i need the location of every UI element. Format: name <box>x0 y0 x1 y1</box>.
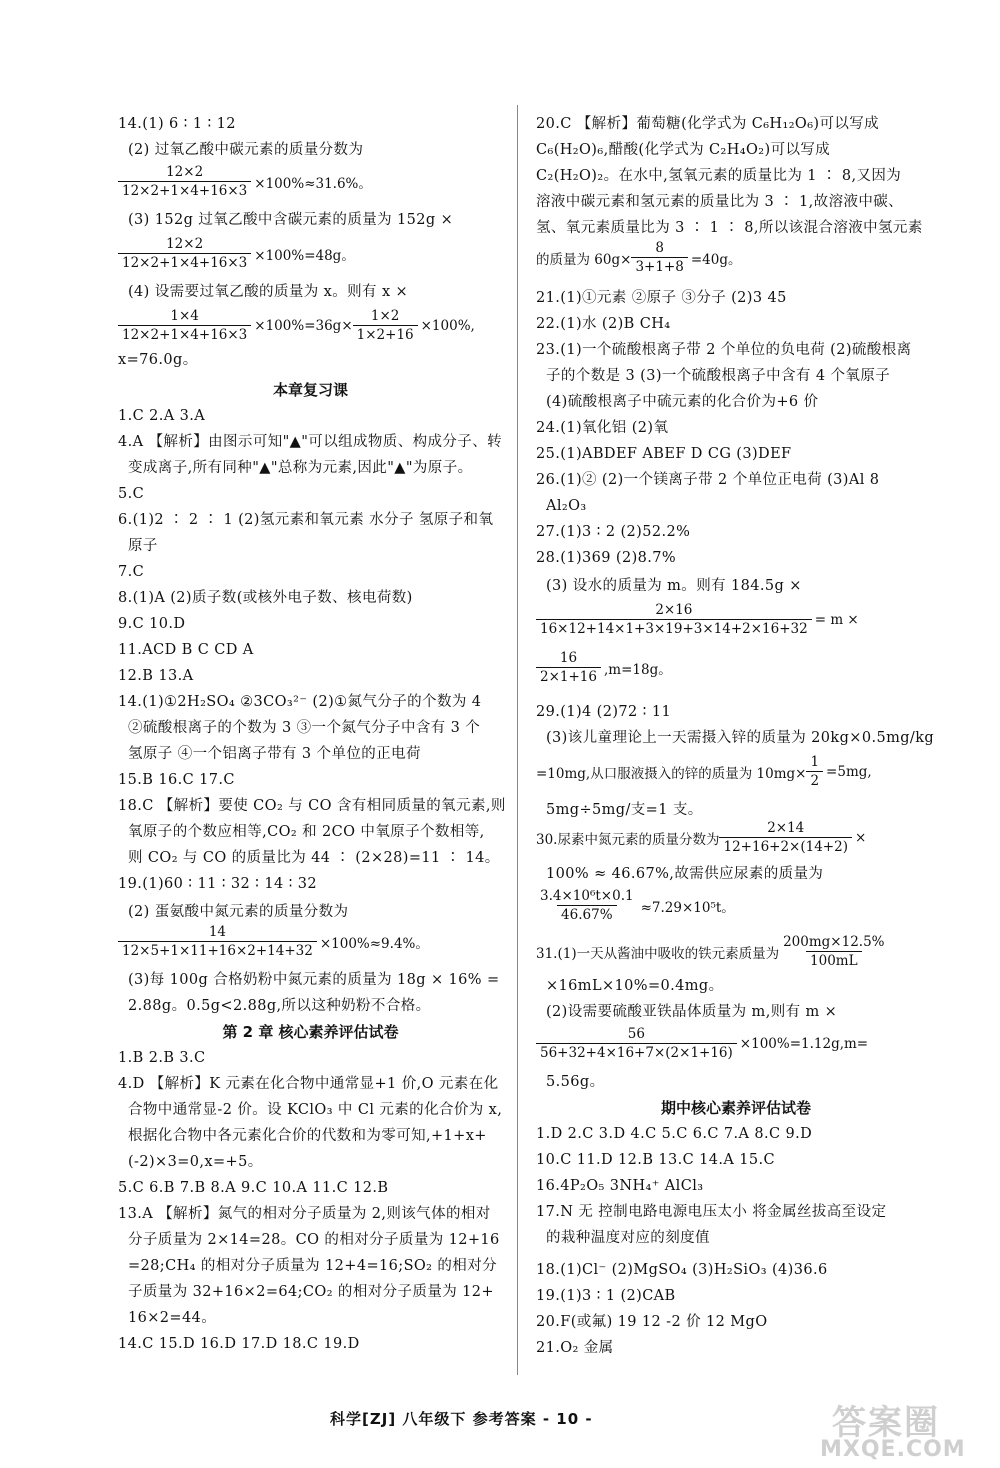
answer-line: x=76.0g。 <box>118 352 198 368</box>
answer-line: 1.D 2.C 3.D 4.C 5.C 6.C 7.A 8.C 9.D <box>536 1126 813 1142</box>
section-heading: 第 2 章 核心素养评估试卷 <box>222 1023 399 1041</box>
numerator: 1 <box>810 754 820 770</box>
column-divider <box>517 105 518 1375</box>
answer-line: 氢、氧元素质量比为 3 ∶ 1 ∶ 8,所以该混合溶液中氢元素 <box>536 220 923 236</box>
expression-tail: ×100%≈31.6%。 <box>254 175 372 192</box>
answer-line: 5mg÷5mg/支=1 支。 <box>546 802 703 818</box>
answer-line: 18.C 【解析】要使 CO₂ 与 CO 含有相同质量的氧元素,则 <box>118 798 506 814</box>
answer-line: 5.56g。 <box>546 1074 605 1090</box>
answer-line: 16.4P₂O₅ 3NH₄⁺ AlCl₃ <box>536 1178 704 1194</box>
answer-line: 25.(1)ABDEF ABEF D CG (3)DEF <box>536 446 792 462</box>
fraction-expression <box>536 934 892 969</box>
expression-tail: ,m=18g。 <box>603 661 672 678</box>
denominator: 2×1+16 <box>536 667 601 685</box>
numerator: 12×2 <box>166 236 204 252</box>
fraction-expression <box>118 236 355 271</box>
fraction-expression <box>118 164 372 199</box>
expression-tail: =5mg, <box>826 763 872 780</box>
answer-line: 8.(1)A (2)质子数(或核外电子数、核电荷数) <box>118 590 413 606</box>
answer-line: 11.ACD B C CD A <box>118 642 254 658</box>
answer-line: 12.B 13.A <box>118 668 194 684</box>
answer-line: 6.(1)2 ∶ 2 ∶ 1 (2)氢元素和氧元素 水分子 氢原子和氧 <box>118 512 494 528</box>
answer-line: 26.(1)② (2)一个镁离子带 2 个单位正电荷 (3)Al 8 <box>536 472 880 488</box>
answer-line: (4)硫酸根离子中硫元素的化合价为+6 价 <box>546 394 819 410</box>
answer-line: (3)每 100g 合格奶粉中氮元素的质量为 18g × 16% = <box>128 972 500 988</box>
answer-line: 21.(1)①元素 ②原子 ③分子 (2)3 45 <box>536 290 787 306</box>
answer-line: =28;CH₄ 的相对分子质量为 12+4=16;SO₂ 的相对分 <box>128 1258 498 1274</box>
section-heading: 期中核心素养评估试卷 <box>660 1099 811 1117</box>
watermark-text: 答案圈 <box>832 1403 940 1443</box>
expression-prefix: =10mg,从口服液摄入的锌的质量为 10mg× <box>536 765 807 782</box>
expression-tail: ≈7.29×10⁵t。 <box>640 899 735 916</box>
fraction-expression <box>536 888 735 923</box>
expression-tail: × <box>854 829 867 846</box>
answer-line: 14.C 15.D 16.D 17.D 18.C 19.D <box>118 1336 360 1352</box>
answer-line: (3) 设水的质量为 m。则有 184.5g × <box>546 578 802 594</box>
answer-line: 7.C <box>118 564 145 580</box>
section-heading: 本章复习课 <box>272 381 348 399</box>
answer-line: ×16mL×10%=0.4mg。 <box>546 978 724 994</box>
answer-line: 分子质量为 2×14=28。CO 的相对分子质量为 12+16 <box>128 1232 500 1248</box>
answer-line: C₆(H₂O)₆,醋酸(化学式为 C₂H₄O₂)可以写成 <box>536 142 831 158</box>
expression-tail: ×100%, <box>420 317 475 334</box>
fraction-expression <box>536 1026 868 1061</box>
fraction-expression <box>536 820 866 855</box>
answer-line: 19.(1)3 ∶ 1 (2)CAB <box>536 1288 676 1304</box>
numerator: 8 <box>655 240 664 256</box>
watermark-logo <box>820 1395 995 1465</box>
answer-line: 23.(1)一个硫酸根离子带 2 个单位的负电荷 (2)硫酸根离 <box>536 342 912 358</box>
numerator: 2×14 <box>767 820 805 836</box>
answer-line: (2)设需要硫酸亚铁晶体质量为 m,则有 m × <box>546 1004 838 1020</box>
denominator: 12×5+1×11+16×2+14+32 <box>118 941 317 959</box>
answer-line: 27.(1)3 ∶ 2 (2)52.2% <box>536 524 691 540</box>
answer-line: 4.D 【解析】K 元素在化合物中通常显+1 价,O 元素在化 <box>118 1076 499 1092</box>
answer-line: 15.B 16.C 17.C <box>118 772 235 788</box>
answer-line: 100% ≈ 46.67%,故需供应尿素的质量为 <box>546 866 824 882</box>
numerator: 16 <box>559 650 578 666</box>
answer-line: 21.O₂ 金属 <box>536 1340 614 1356</box>
fraction-expression <box>536 602 859 637</box>
answer-line: 16×2=44。 <box>128 1310 217 1326</box>
answer-line: 5.C <box>118 486 145 502</box>
fraction-expression <box>536 240 741 275</box>
answer-line: 子的个数是 3 (3)一个硫酸根离子中含有 4 个氧原子 <box>546 368 891 384</box>
answer-line: ②硫酸根离子的个数为 3 ③一个氮气分子中含有 3 个 <box>128 720 481 736</box>
answer-line: 20.C 【解析】葡萄糖(化学式为 C₆H₁₂O₆)可以写成 <box>536 116 880 132</box>
answer-line: 变成离子,所有同种"▲"总称为元素,因此"▲"为原子。 <box>128 460 473 476</box>
denominator: 2 <box>806 771 823 789</box>
denominator: 12+16+2×(14+2) <box>719 837 852 855</box>
answer-line: (3) 152g 过氧乙酸中含碳元素的质量为 152g × <box>128 212 454 228</box>
numerator: 3.4×10⁶t×0.1 <box>540 888 634 904</box>
answer-line: 19.(1)60 ∶ 11 ∶ 32 ∶ 14 ∶ 32 <box>118 876 318 892</box>
answer-line: 则 CO₂ 与 CO 的质量比为 44 ∶ (2×28)=11 ∶ 14。 <box>128 850 500 866</box>
answer-line: 28.(1)369 (2)8.7% <box>536 550 677 566</box>
expression-prefix: 30.尿素中氮元素的质量分数为 <box>536 831 720 848</box>
answer-line: Al₂O₃ <box>546 498 587 514</box>
fraction-expression <box>536 650 672 685</box>
answer-line: 14.(1)①2H₂SO₄ ②3CO₃²⁻ (2)①氮气分子的个数为 4 <box>118 694 482 710</box>
answer-line: 9.C 10.D <box>118 616 186 632</box>
answer-line: 子质量为 32+16×2=64;CO₂ 的相对分子质量为 12+ <box>128 1284 494 1300</box>
answer-line: 10.C 11.D 12.B 13.C 14.A 15.C <box>536 1152 776 1168</box>
denominator: 1×2+16 <box>353 325 418 343</box>
answer-line: 的栽种温度对应的刻度值 <box>546 1230 710 1246</box>
fraction-expression <box>118 924 429 959</box>
answer-line: 29.(1)4 (2)72 ∶ 11 <box>536 704 672 720</box>
answer-line: 18.(1)Cl⁻ (2)MgSO₄ (3)H₂SiO₃ (4)36.6 <box>536 1262 828 1278</box>
expression-prefix: 31.(1)一天从酱油中吸收的铁元素质量为 <box>536 945 780 962</box>
answer-line: (2) 过氧乙酸中碳元素的质量分数为 <box>128 142 364 158</box>
answer-line: 4.A 【解析】由图示可知"▲"可以组成物质、构成分子、转 <box>118 434 503 450</box>
fraction-expression <box>118 308 475 343</box>
denominator: 12×2+1×4+16×3 <box>118 181 251 199</box>
expression-middle: ×100%=36g× <box>254 317 353 334</box>
numerator: 2×16 <box>655 602 693 618</box>
answer-line: 22.(1)水 (2)B CH₄ <box>536 316 671 332</box>
numerator: 200mg×12.5% <box>783 934 885 950</box>
fraction-expression <box>536 754 872 789</box>
expression-tail: ×100%≈9.4%。 <box>319 935 429 952</box>
page-footer: 科学[ZJ] 八年级下 参考答案 - 10 - <box>330 1410 593 1428</box>
answer-line: (2) 蛋氨酸中氮元素的质量分数为 <box>128 904 349 920</box>
answer-line: 5.C 6.B 7.B 8.A 9.C 10.A 11.C 12.B <box>118 1180 389 1196</box>
answer-line: 2.88g。0.5g<2.88g,所以这种奶粉不合格。 <box>128 998 431 1014</box>
numerator: 56 <box>627 1026 645 1042</box>
denominator: 56+32+4×16+7×(2×1+16) <box>536 1043 737 1061</box>
expression-tail: ×100%=48g。 <box>254 247 355 264</box>
answer-line: 氢原子 ④一个铝离子带有 3 个单位的正电荷 <box>128 746 421 762</box>
denominator: 12×2+1×4+16×3 <box>118 253 251 271</box>
answer-line: 17.N 无 控制电路电源电压太小 将金属丝拔高至设定 <box>536 1204 887 1220</box>
answer-line: 1.C 2.A 3.A <box>118 408 206 424</box>
watermark-url: MXQE.COM <box>820 1437 966 1462</box>
answer-line: C₂(H₂O)₂。在水中,氢氧元素的质量比为 1 ∶ 8,又因为 <box>536 168 902 184</box>
expression-prefix: 的质量为 60g× <box>536 251 632 268</box>
answer-line: 氧原子的个数应相等,CO₂ 和 2CO 中氧原子个数相等, <box>128 824 485 840</box>
answer-line: (-2)×3=0,x=+5。 <box>128 1154 263 1170</box>
answer-line: 14.(1) 6 ∶ 1 ∶ 12 <box>118 116 236 132</box>
numerator: 1×4 <box>170 308 199 324</box>
numerator: 14 <box>208 924 227 940</box>
answer-line: 24.(1)氧化铝 (2)氧 <box>536 420 669 436</box>
answer-line: 合物中通常显-2 价。设 KClO₃ 中 Cl 元素的化合价为 x, <box>128 1102 503 1118</box>
answer-line: 1.B 2.B 3.C <box>118 1050 206 1066</box>
denominator: 3+1+8 <box>631 257 687 275</box>
expression-tail: ×100%=1.12g,m= <box>739 1035 869 1052</box>
expression-tail: = m × <box>814 611 859 628</box>
answer-line: 原子 <box>128 538 158 554</box>
denominator: 16×12+14×1+3×19+3×14+2×16+32 <box>536 619 812 637</box>
answer-line: 20.F(或氟) 19 12 -2 价 12 MgO <box>536 1314 768 1330</box>
denominator: 100mL <box>806 951 862 969</box>
numerator: 1×2 <box>370 308 400 324</box>
answer-line: 溶液中碳元素和氢元素的质量比为 3 ∶ 1,故溶液中碳、 <box>536 194 904 210</box>
answer-line: 根据化合物中各元素化合价的代数和为零可知,+1+x+ <box>128 1128 487 1144</box>
expression-tail: =40g。 <box>690 251 742 268</box>
numerator: 12×2 <box>166 164 204 180</box>
answer-line: 13.A 【解析】氮气的相对分子质量为 2,则该气体的相对 <box>118 1206 491 1222</box>
answer-line: (4) 设需要过氧乙酸的质量为 x。则有 x × <box>128 284 409 300</box>
denominator: 12×2+1×4+16×3 <box>118 325 251 343</box>
denominator: 46.67% <box>557 905 616 923</box>
answer-line: (3)该儿童理论上一天需摄入锌的质量为 20kg×0.5mg/kg <box>546 730 935 746</box>
